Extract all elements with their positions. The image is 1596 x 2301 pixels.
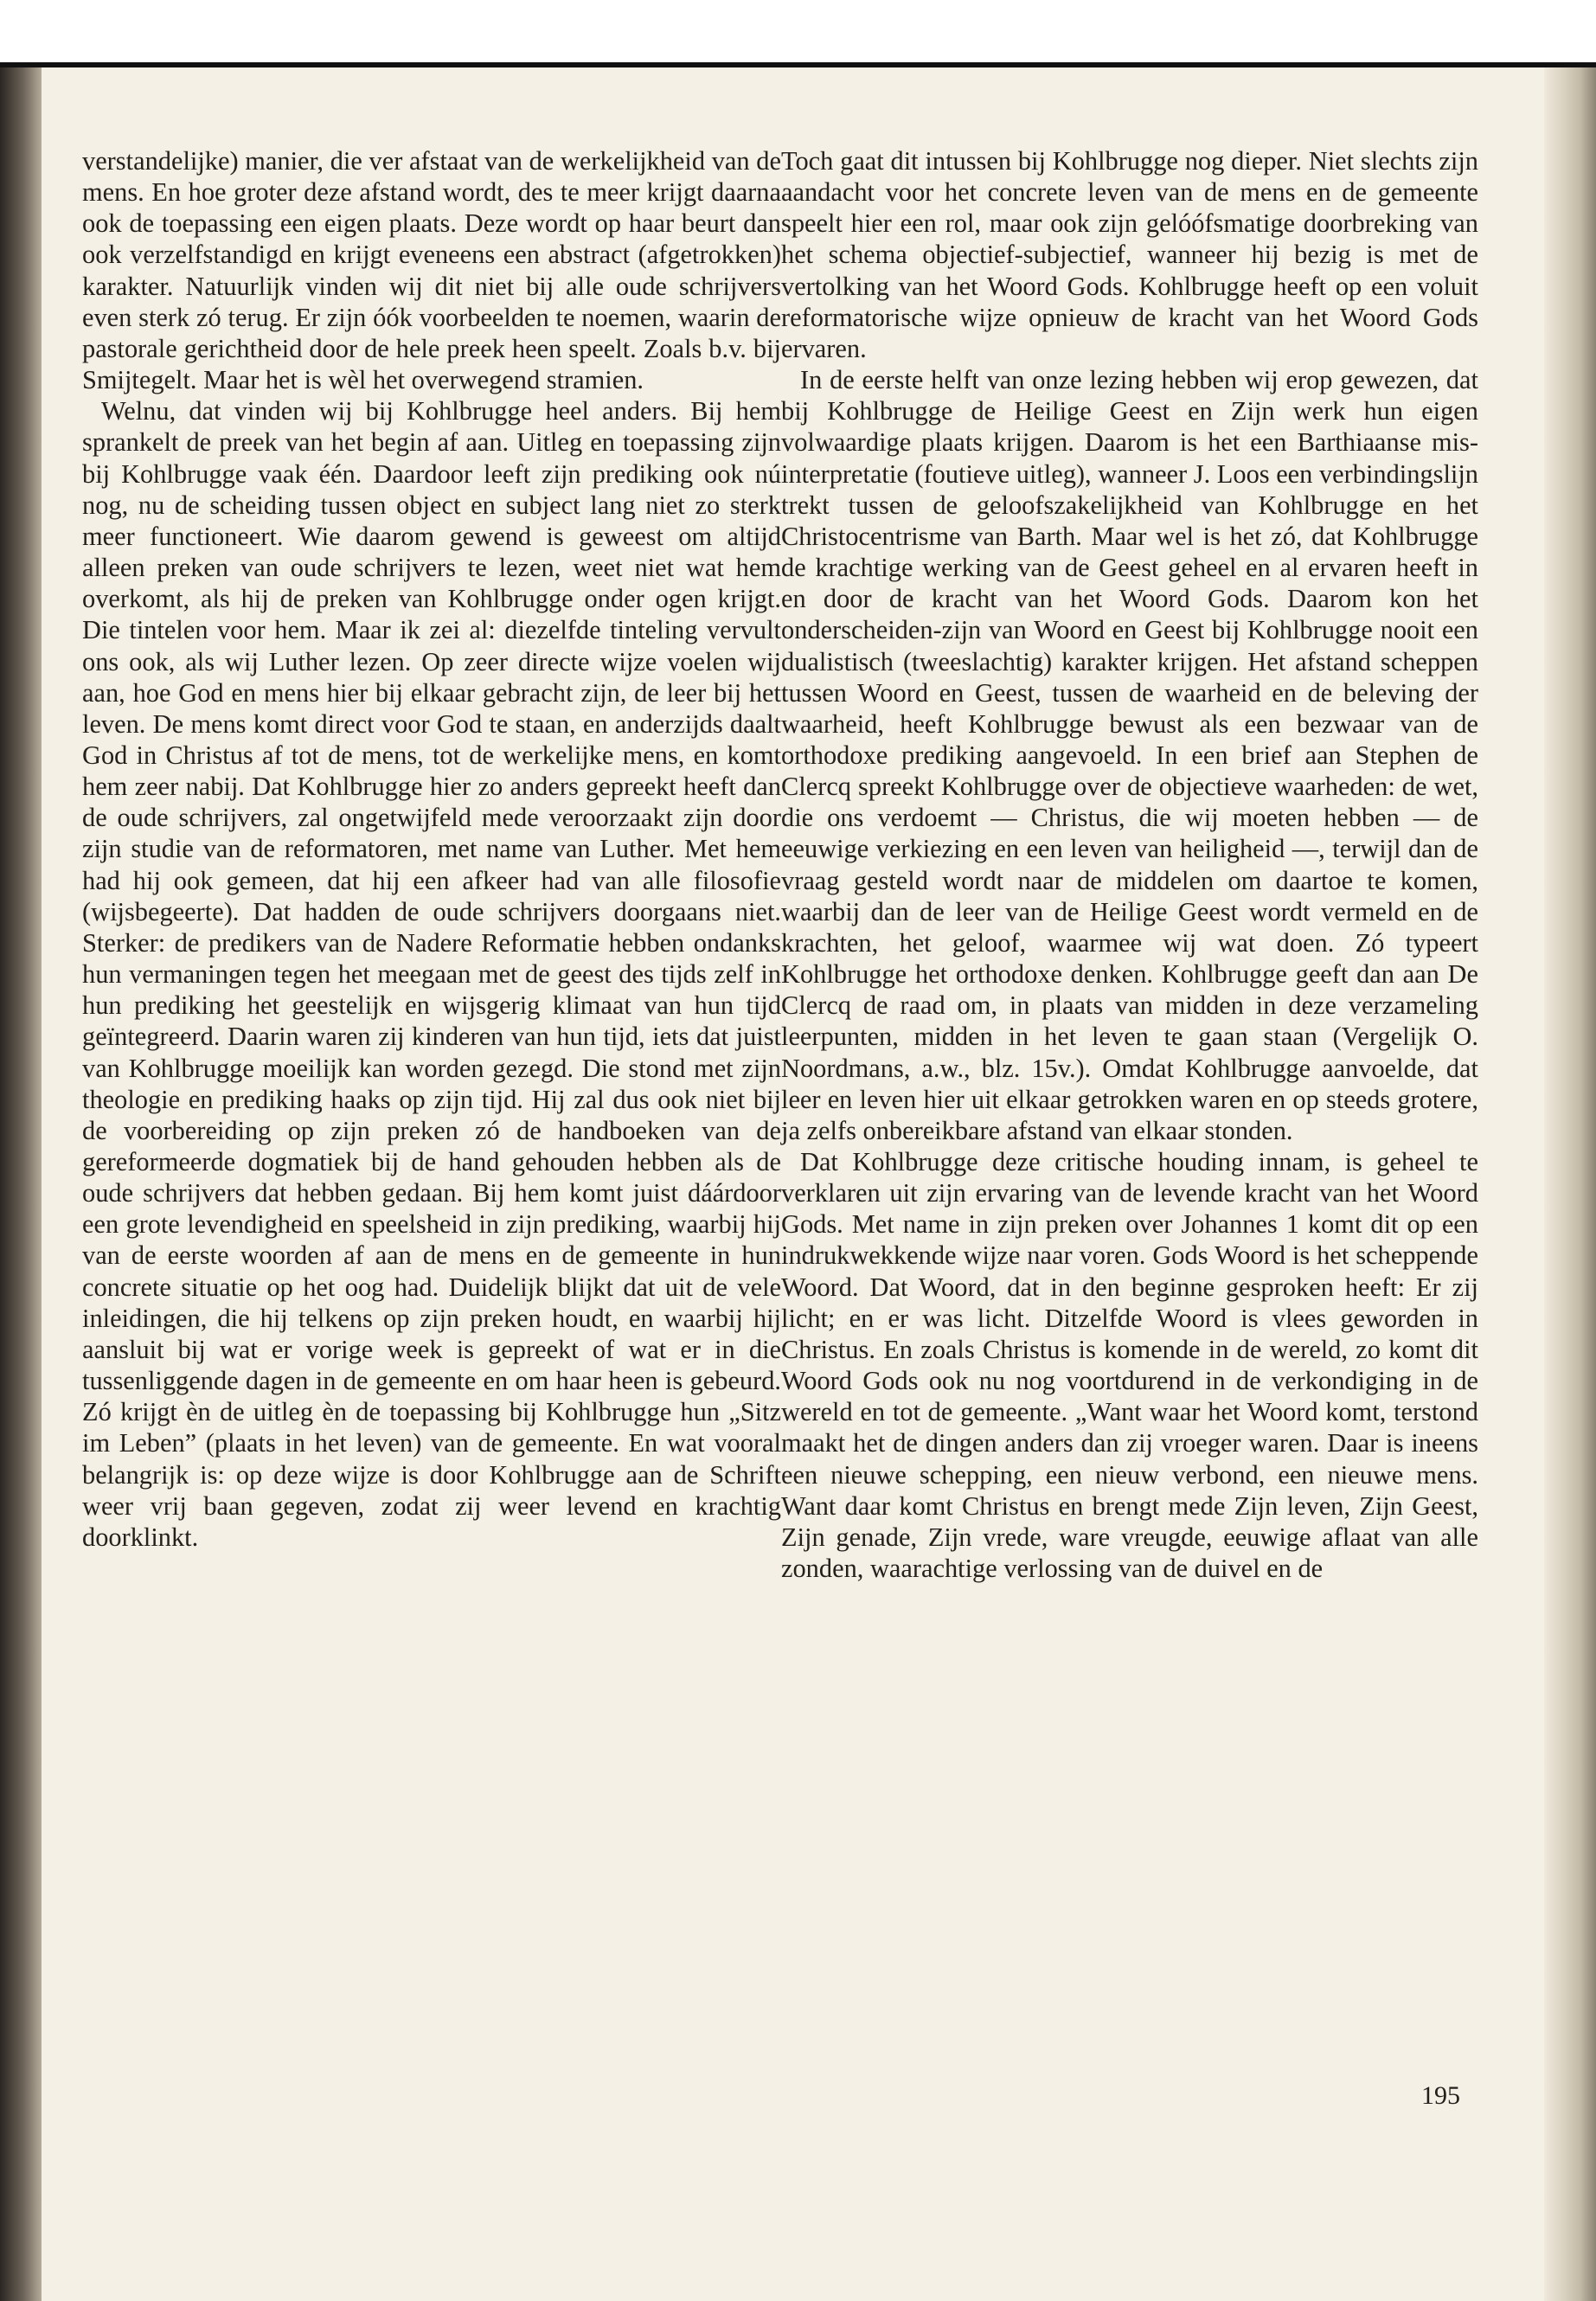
paragraph: verstandelijke) manier, die ver afstaat van de werkelijkheid van de mens. En hoe groter deze afstand wordt, des te meer krijgt daarna ook de toepassing een eigen plaats. Deze wordt op haar beurt dan ook verzelfstandigd en krijgt eveneens een abstract (afgetrokken) karakter. Natuurlijk vinden wij dit niet bij alle oude schrijvers even sterk zó terug. Er zijn óók voorbeelden te noemen, waarin de pastorale gerichtheid door de hele preek heen speelt. Zoals b.v. bij Smijtegelt. Maar het is wèl het overwegend stramien.: [82, 146, 781, 395]
scan-top-edge: [0, 0, 1596, 67]
right-text-column: [781, 145, 1478, 1584]
paragraph: In de eerste helft van onze lezing hebben wij erop gewezen, dat bij Kohlbrugge de Heilige Geest en Zijn werk hun eigen volwaardige plaats krijgen. Daarom is het een Barthiaanse mis-interpretatie (foutieve uitleg), wanneer J. Loos een verbindingslijn trekt tussen de geloofszakelijkheid van Kohlbrugge en het Christocentrisme van Barth. Maar wel is het zó, dat Kohlbrugge de krachtige werking van de Geest geheel en al ervaren heeft in en door de kracht van het Woord Gods. Daarom kon het onderscheiden-zijn van Woord en Geest bij Kohlbrugge nooit een dualistisch (tweeslachtig) karakter krijgen. Het afstand scheppen tussen Woord en Geest, tussen de waarheid en de beleving der waarheid, heeft Kohlbrugge bewust als een bezwaar van de orthodoxe prediking aangevoeld. In een brief aan Stephen de Clercq spreekt Kohlbrugge over de objectieve waarheden: de wet, die ons verdoemt — Christus, die wij moeten hebben — de eeuwige verkiezing en een leven van heiligheid —, terwijl dan de vraag gesteld wordt naar de middelen om daartoe te komen, waarbij dan de leer van de Heilige Geest wordt vermeld en de krachten, het geloof, waarmee wij wat doen. Zó typeert Kohlbrugge het orthodoxe denken. Kohlbrugge geeft dan aan De Clercq de raad om, in plaats van midden in deze verzameling leerpunten, midden in het leven te gaan staan (Vergelijk O. Noordmans, a.w., blz. 15v.). Omdat Kohlbrugge aanvoelde, dat leer en leven hier uit elkaar getrokken waren en op steeds grotere, ja zelfs onbereikbare afstand van elkaar stonden.: [781, 365, 1478, 1145]
left-text-column: [82, 145, 781, 1553]
page-edge-shadow: [1544, 67, 1596, 2301]
paragraph: Welnu, dat vinden wij bij Kohlbrugge heel anders. Bij hem sprankelt de preek van het begin af aan. Uitleg en toepassing zijn bij Kohlbrugge vaak één. Daardoor leeft zijn prediking ook nú nog, nu de scheiding tussen object en subject lang niet zo sterk meer functioneert. Wie daarom gewend is geweest om altijd alleen preken van oude schrijvers te lezen, weet niet wat hem overkomt, als hij de preken van Kohlbrugge onder ogen krijgt. Die tintelen voor hem. Maar ik zei al: diezelfde tinteling vervult ons ook, als wij Luther lezen. Op zeer directe wijze voelen wij aan, hoe God en mens hier bij elkaar gebracht zijn, de leer bij het leven. De mens komt direct voor God te staan, en anderzijds daalt God in Christus af tot de mens, tot de werkelijke mens, en komt hem zeer nabij. Dat Kohlbrugge hier zo anders gepreekt heeft dan de oude schrijvers, zal ongetwijfeld mede veroorzaakt zijn door zijn studie van de reformatoren, met name van Luther. Met hem had hij ook gemeen, dat hij een afkeer had van alle filosofie (wijsbegeerte). Dat hadden de oude schrijvers doorgaans niet. Sterker: de predikers van de Nadere Reformatie hebben ondanks hun vermaningen tegen het meegaan met de geest des tijds zelf in hun prediking het geestelijk en wijsgerig klimaat van hun tijd geïntegreerd. Daarin waren zij kinderen van hun tijd, iets dat juist van Kohlbrugge moeilijk kan worden gezegd. Die stond met zijn theologie en prediking haaks op zijn tijd. Hij zal dus ook niet bij de voorbereiding op zijn preken zó de handboeken van de gereformeerde dogmatiek bij de hand gehouden hebben als de oude schrijvers dat hebben gedaan. Bij hem komt juist dáárdoor een grote levendigheid en speelsheid in zijn prediking, waarbij hij van de eerste woorden af aan de mens en de gemeente in hun concrete situatie op het oog had. Duidelijk blijkt dat uit de vele inleidingen, die hij telkens op zijn preken houdt, en waarbij hij aansluit bij wat er vorige week is gepreekt of wat er in die tussenliggende dagen in de gemeente en om haar heen is gebeurd. Zó krijgt èn de uitleg èn de toepassing bij Kohlbrugge hun „Sitz im Leben” (plaats in het leven) van de gemeente. En wat vooral belangrijk is: op deze wijze is door Kohlbrugge aan de Schrift weer vrij baan gegeven, zodat zij weer levend en krachtig doorklinkt.: [82, 396, 781, 1552]
book-spine-shadow: [0, 67, 42, 2301]
paragraph: Dat Kohlbrugge deze critische houding innam, is geheel te verklaren uit zijn ervaring van de levende kracht van het Woord Gods. Met name in zijn preken over Johannes 1 komt dit op een indrukwekkende wijze naar voren. Gods Woord is het scheppende Woord. Dat Woord, dat in den beginne gesproken heeft: Er zij licht; en er was licht. Ditzelfde Woord is vlees geworden in Christus. En zoals Christus is komende in de wereld, zo komt dit Woord Gods ook nu nog voortdurend in de verkondiging in de wereld en tot de gemeente. „Want waar het Woord komt, terstond maakt het de dingen anders dan zij vroeger waren. Daar is ineens een nieuwe schepping, een nieuw verbond, een nieuwe mens. Want daar komt Christus en brengt mede Zijn leven, Zijn Geest, Zijn genade, Zijn vrede, ware vreugde, eeuwige aflaat van alle zonden, waarachtige verlossing van de duivel en de: [781, 1147, 1478, 1584]
paragraph: Toch gaat dit intussen bij Kohlbrugge nog dieper. Niet slechts zijn aandacht voor het concrete leven van de mens en de gemeente speelt hier een rol, maar ook zijn gelóófsmatige doorbreking van het schema objectief-subjectief, wanneer hij bezig is met de vertolking van het Woord Gods. Kohlbrugge heeft op een voluit reformatorische wijze opnieuw de kracht van het Woord Gods ervaren.: [781, 146, 1478, 363]
page-number: 195: [1421, 2081, 1460, 2110]
